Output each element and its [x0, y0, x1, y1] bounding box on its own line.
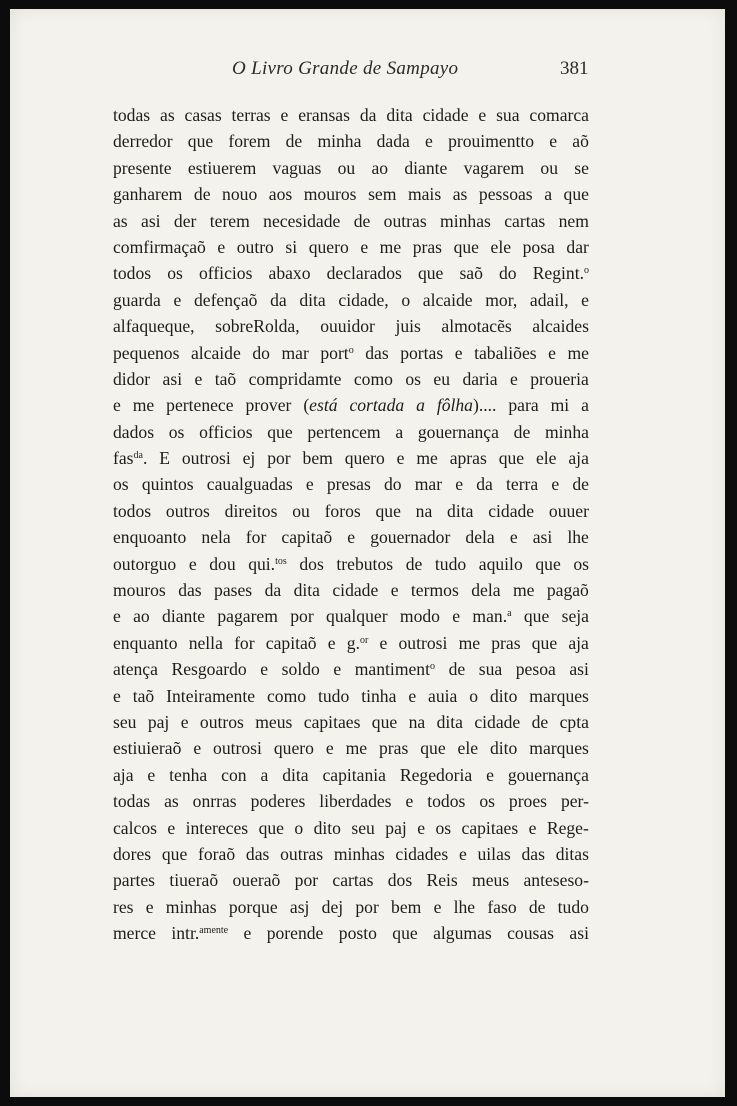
text-line: mouros das pases da dita cidade e termos dela me pagaõ: [113, 580, 589, 601]
text-line: enquoanto nela for capitaõ e gouernador dela e asi lhe: [113, 527, 589, 548]
text-line: derredor que forem de minha dada e prouimentto e aõ: [113, 131, 589, 152]
text-line: comfirmaçaõ e outro si quero e me pras que ele posa dar: [113, 236, 589, 257]
text-line: calcos e intereces que o dito seu paj e os capitaes e Rege-: [113, 817, 589, 838]
text-line: dados os officios que pertencem a gouernança de minha: [113, 421, 589, 442]
text-line: aja e tenha con a dita capitania Regedoria e gouernança: [113, 764, 589, 785]
page-number: 381: [560, 58, 589, 79]
text-line: os quintos caualguadas e presas do mar e da terra e de: [113, 474, 589, 495]
running-title: O Livro Grande de Sampayo: [232, 58, 459, 79]
text-line: e taõ Inteiramente como tudo tinha e auia o dito marques: [113, 685, 589, 706]
text-line: didor asi e taõ compridamte como os eu daria e proueria: [113, 368, 589, 389]
text-line: as asi der terem necesidade de outras minhas cartas nem: [113, 210, 589, 231]
text-line: enquanto nella for capitaõ e g.$^{or}$ e outrosi me pras que aja: [113, 632, 589, 653]
text-line: dores que foraõ das outras minhas cidades e uilas das ditas: [113, 843, 589, 864]
text-line: estiuieraõ e outrosi quero e me pras que ele dito marques: [113, 738, 589, 759]
text-line: merce intr.$^{amente}$ e porende posto que algumas cousas asi: [113, 923, 589, 944]
text-line: fas$^{da}$. E outrosi ej por bem quero e me apras que ele aja: [113, 448, 589, 469]
text-line: pequenos alcaide do mar port$^o$ das portas e tabaliões e me: [113, 342, 589, 363]
text-line: alfaqueque, sobreRolda, ouuidor juis almotacẽs alcaides: [113, 316, 589, 337]
body-text: [113, 102, 589, 947]
text-line: seu paj e outros meus capitaes que na dita cidade de cpta: [113, 711, 589, 732]
text-line: todas as onrras poderes liberdades e todos os proes per-: [113, 791, 589, 812]
text-line: todas as casas terras e eransas da dita cidade e sua comarca: [113, 105, 589, 125]
text-line: presente estiuerem vaguas ou ao diante vagarem ou se: [113, 157, 589, 178]
text-line: atença Resgoardo e soldo e mantiment$^o$ de sua pesoa asi: [113, 659, 589, 680]
text-line: ganharem de nouo aos mouros sem mais as pessoas a que: [113, 184, 589, 205]
text-line: todos outros direitos ou foros que na dita cidade ouuer: [113, 500, 589, 521]
text-line: guarda e defençaõ da dita cidade, o alcaide mor, adail, e: [113, 289, 589, 310]
text-line: e ao diante pagarem por qualquer modo e man.$^a$ que seja: [113, 606, 589, 627]
text-line: res e minhas porque asj dej por bem e lhe faso de tudo: [113, 896, 589, 917]
text-line: e me pertenece prover (está cortada a fôlha).... para mi a: [113, 395, 589, 416]
page-header: [0, 58, 737, 88]
text-line: outorguo e dou qui.$^{tos}$ dos trebutos de tudo aquilo que os: [113, 553, 589, 574]
text-line: partes tiueraõ oueraõ por cartas dos Reis meus antesesо-: [113, 870, 589, 891]
text-line: todos os officios abaxo declarados que saõ do Regint.$^o$: [113, 263, 589, 284]
